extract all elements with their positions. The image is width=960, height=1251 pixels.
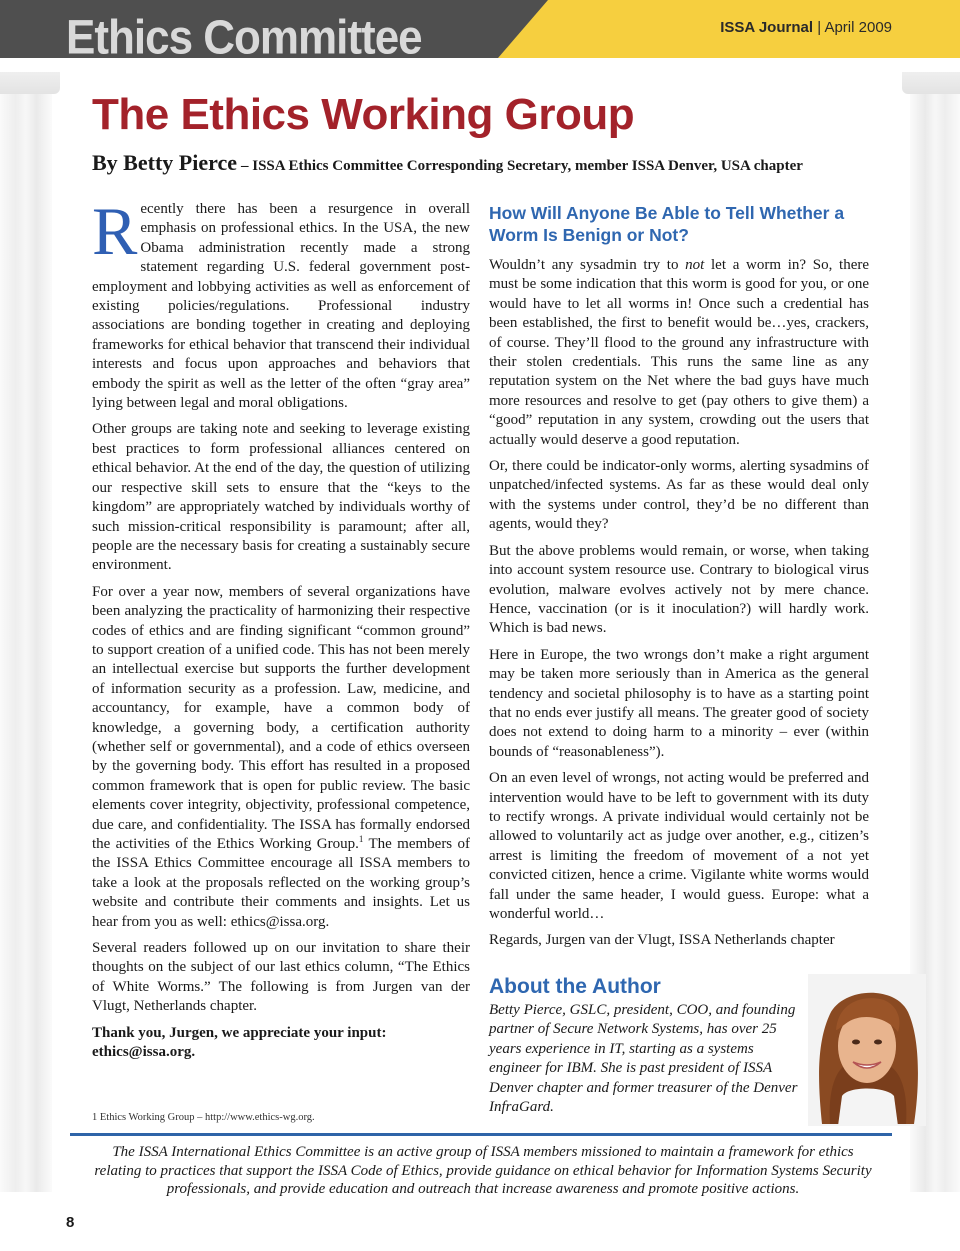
paragraph: On an even level of wrongs, not acting would be preferred and intervention would have to be left to government with its duty to rectify wrongs. A private individual would certainly not be allowed to voluntarily act as judge over another, e.g., citizen’s arrest is limiting the freedom of movement of a not yet convicted citizen, hence a crime. Vigilante white worms would fall under the same header, I would guess. Europe: what a wonderful world…	[489, 770, 869, 922]
paragraph	[92, 583, 470, 932]
paragraph	[489, 256, 869, 450]
paragraph-text: The members of the ISSA Ethics Committee encourage all ISSA members to take a look at the proposals reflected on the working group’s website and contribute their comments and insights. Let us hear from you as well: ethics@issa.org.	[92, 836, 471, 930]
divider-rule	[70, 1133, 892, 1136]
right-column	[489, 200, 869, 958]
byline	[92, 150, 872, 176]
page-number: 8	[66, 1214, 75, 1231]
paragraph-text: For over a year now, members of several organizations have been analyzing the practicality of harmonizing their respective codes of ethics and are finding significant “common ground” to support creation of a unified code. This has not been merely an intellectual exercise but supports the further development of information security as a profession. Law, medicine, and accountancy, for example, have a common body of knowledge, a governing body, a certification authority (whether self or governmental), and a code of ethics overseen by the governing body. This effort has resulted in a proposed common framework that is open for public review. The basic elements cover integrity, objectivity, professional competence, due care, and confidentiality. The ISSA has formally endorsed the activities of the Ethics Working Group.	[92, 583, 470, 852]
section-heading: How Will Anyone Be Able to Tell Whether a Worm Is Benign or Not?	[489, 203, 845, 245]
byline-author: By Betty Pierce	[92, 150, 237, 175]
section-title: Ethics Committee	[66, 10, 422, 65]
left-column-ornament	[0, 72, 52, 1192]
left-column	[92, 193, 471, 1069]
paragraph: But the above problems would remain, or worse, when taking into account system resource use. Contrary to biological virus evolution, malware evolves actively not by mere chance. Hence, vaccination (or is it inoculation?) will hardly work. Which is bad news.	[489, 542, 869, 637]
drop-cap: R	[92, 193, 138, 269]
byline-affiliation: – ISSA Ethics Committee Corresponding Secretary, member ISSA Denver, USA chapter	[240, 158, 803, 174]
signoff: Regards, Jurgen van der Vlugt, ISSA Netherlands chapter	[489, 932, 835, 949]
about-author-heading: About the Author	[489, 975, 661, 998]
journal-issue	[720, 19, 892, 36]
journal-name: ISSA Journal	[720, 19, 814, 36]
paragraph: Other groups are taking note and seeking to leverage existing best practices to form professional alliances centered on ethical behavior. At the end of the day, the question of utilizing our respective skill sets to ensure that the “keys to the kingdom” are appropriately watched by individuals worthy of such mission-critical responsibility is paramount; after all, people are the necessary basis for creating a sustainably secure environment.	[92, 421, 470, 574]
paragraph-text: Wouldn’t any sysadmin try to	[489, 257, 686, 273]
issue-date: April 2009	[824, 19, 892, 36]
mission-statement: The ISSA International Ethics Committee is an active group of ISSA members missioned to maintain a framework for ethics relating to practices that support the ISSA Code of Ethics, provide guidance on ethical behavior for Information Systems Security professionals, and provide education and outreach that increase awareness and promote positive actions.	[94, 1144, 872, 1197]
about-author-text: Betty Pierce, GSLC, president, COO, and founding partner of Secure Network Systems, has over 25 years experience in IT, starting as a systems engineer for IBM. She is past president of ISSA Denver chapter and former treasurer of the Denver InfraGard.	[489, 1002, 798, 1116]
journal-separator: |	[817, 19, 822, 36]
page-header	[0, 0, 960, 65]
paragraph: Here in Europe, the two wrongs don’t make a right argument may be taken more seriously than in America as the general tendency and societal philosophy is to have as a starting point that no ends ever justify all means. The greater good of society does not extend to doing harm to a minority – ever (within bounds of “reasonableness”).	[489, 646, 869, 760]
author-photo	[808, 974, 926, 1126]
paragraph-text: ecently there has been a resurgence in overall emphasis on professional ethics. In the USA, the new Obama administration recently made a strong statement regarding U.S. federal government post-employment and lobbying activities as well as enforcement of existing policies/regulations. Professional industry associations are bonding together in creating and deploying frameworks for ethical behavior that transcend their individual interests and focus upon approaches and behaviors that embody the spirit as well as the letter of the often “gray area” lying between legal and moral obligations.	[92, 201, 470, 412]
paragraph-text: let a worm in? So, there must be some indication that this worm is good for you, or one would have to let all worms in! Once such a credential has been established, the first to benefit would be…yes, crackers, of course. They’ll flood to the ground any infrastructure with their stolen credentials. This runs the same line as any reputation system on the Net where the bad guys have much more resources and resolve to get (pay others to give them) a “good” reputation in any system, crowding out the users that actually would deserve a good reputation.	[489, 257, 870, 448]
footnote: 1 Ethics Working Group – http://www.ethics-wg.org.	[92, 1112, 315, 1123]
emphasis: not	[685, 257, 705, 273]
paragraph	[92, 193, 470, 413]
article-title: The Ethics Working Group	[92, 90, 635, 139]
paragraph: Or, there could be indicator-only worms, alerting sysadmins of unpatched/infected systems. As far as these would deal only with the systems under control, they’d be no different than agents, would they?	[489, 458, 869, 533]
thanks-line: Thank you, Jurgen, we appreciate your input: ethics@issa.org.	[92, 1024, 387, 1061]
footnote-marker: 1	[358, 834, 364, 844]
paragraph: Several readers followed up on our invitation to share their thoughts on the subject of our last ethics column, “The Ethics of White Worms.” The following is from Jurgen van der Vlugt, Netherlands chapter.	[92, 940, 470, 1015]
